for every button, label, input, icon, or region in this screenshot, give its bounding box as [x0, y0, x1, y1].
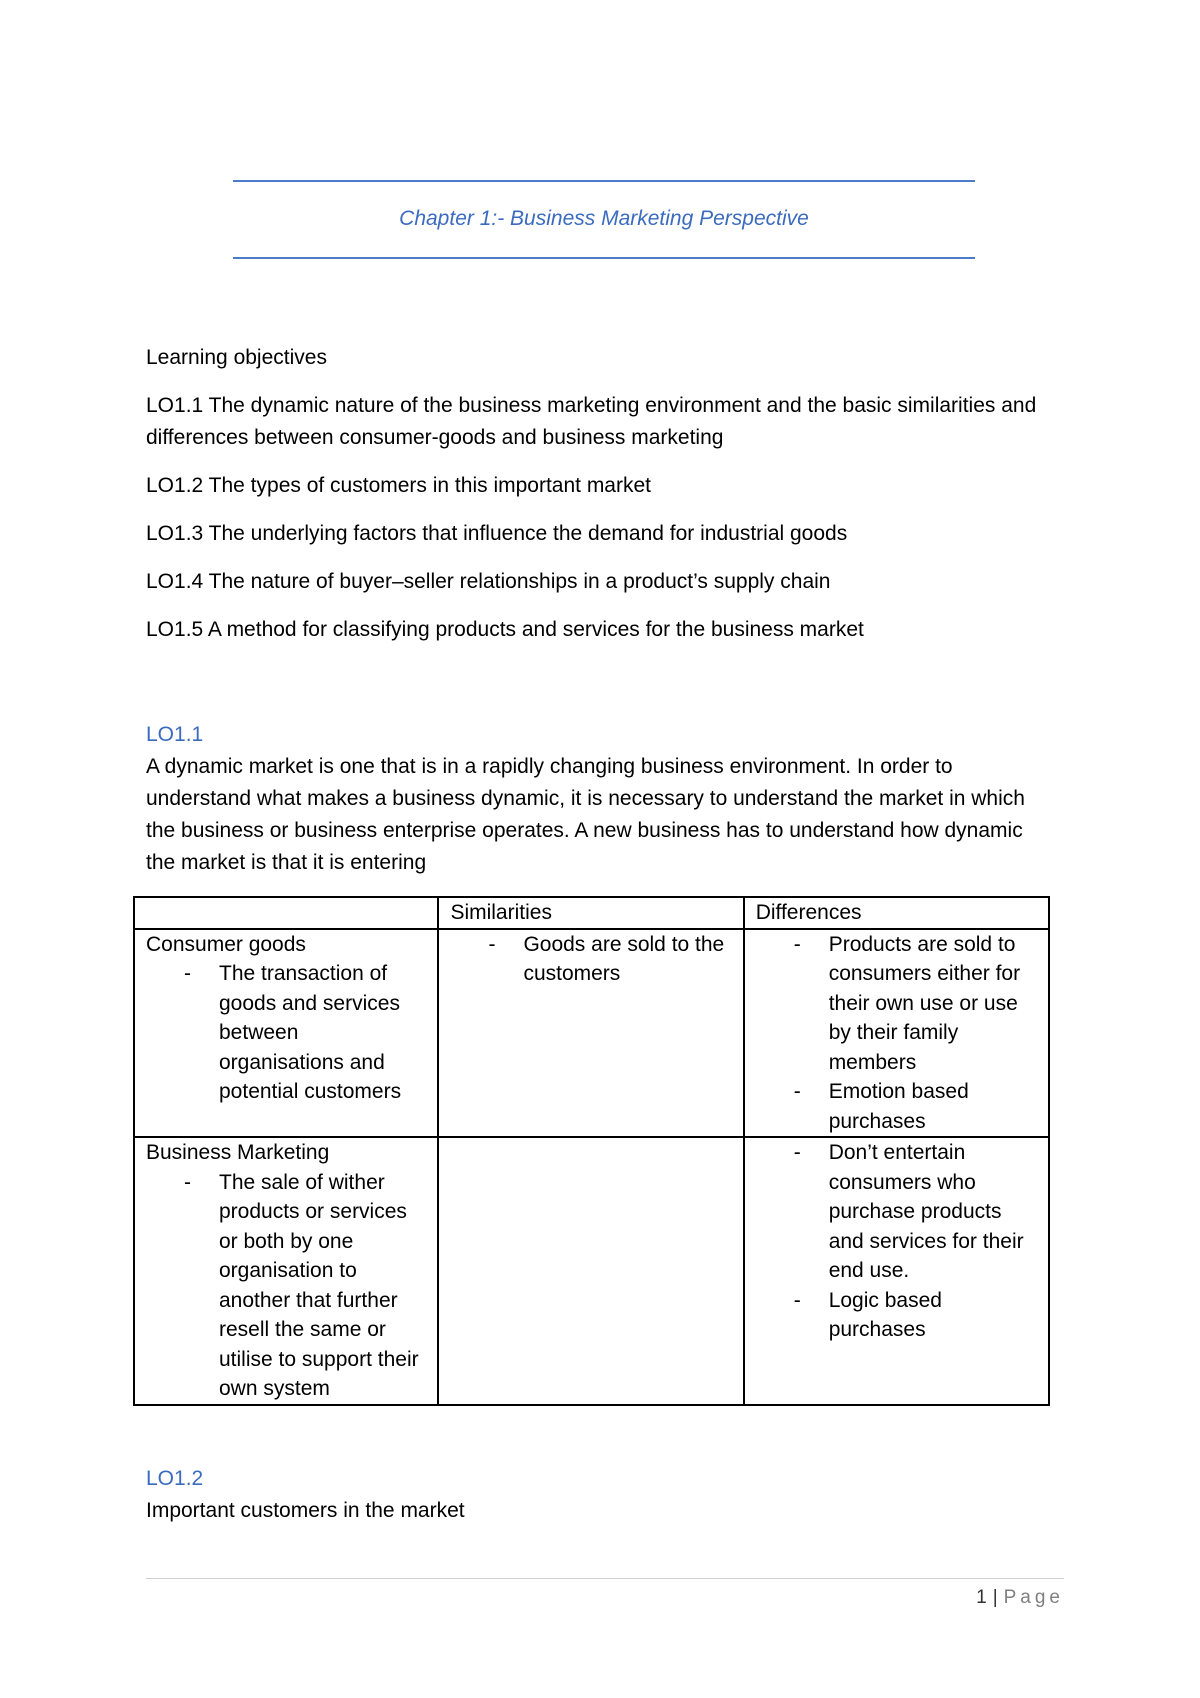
- table-cell-differences: [744, 929, 1049, 1138]
- list-item: [146, 959, 427, 1107]
- page-number: 1: [976, 1587, 987, 1608]
- list-item-text: Logic based purchases: [828, 1288, 942, 1341]
- table-cell-differences: [744, 1137, 1049, 1405]
- section-lo1-1: [146, 719, 1056, 879]
- list-item: [450, 930, 732, 989]
- list-item-text: Products are sold to consumers either for their own use or use by their family members: [828, 932, 1021, 1074]
- dash-bullet: -: [793, 932, 801, 956]
- table-row: [134, 929, 1049, 1138]
- title-top-rule: [233, 180, 975, 182]
- footer-rule: [146, 1578, 1064, 1579]
- table-header-cell: Similarities: [438, 897, 743, 929]
- differences-points: [756, 1138, 1038, 1345]
- table-row: [134, 1137, 1049, 1405]
- list-item-text: The transaction of goods and services between organisations and potential customers: [219, 962, 402, 1103]
- list-item: [756, 1138, 1038, 1286]
- list-item-text: Emotion based purchases: [828, 1080, 969, 1133]
- dash-bullet: -: [793, 1288, 801, 1312]
- table-header-cell: Differences: [744, 897, 1049, 929]
- page-footer: [976, 1586, 1064, 1610]
- table-header-cell: [134, 897, 438, 929]
- list-item-text: Goods are sold to the customers: [523, 932, 725, 985]
- title-bottom-rule: [233, 257, 975, 259]
- list-item: [756, 930, 1038, 1078]
- list-item: [146, 1168, 427, 1404]
- section-paragraph: A dynamic market is one that is in a rapidly changing business environment. In order to understand what makes a business dynamic, it is necessary to understand the market in which the business or business enterprise operates. A new business has to understand how dynamic the market is that it is entering: [146, 755, 1025, 874]
- comparison-table: [133, 896, 1050, 1406]
- learning-objectives-heading: Learning objectives: [146, 346, 327, 369]
- label-points: [146, 1168, 427, 1404]
- table-cell-similarities: [438, 929, 743, 1138]
- table-cell-label: [134, 1137, 438, 1405]
- objective-item: LO1.1 The dynamic nature of the business marketing environment and the basic similarities and differences between consumer-goods and business marketing: [146, 394, 1037, 449]
- chapter-title: Chapter 1:- Business Marketing Perspective: [399, 207, 809, 230]
- objective-item: LO1.5 A method for classifying products and services for the business market: [146, 618, 864, 641]
- dash-bullet: -: [488, 932, 496, 956]
- section-heading: LO1.1: [146, 723, 204, 746]
- table-header-row: [134, 897, 1049, 929]
- page-label: Page: [1003, 1587, 1064, 1608]
- objective-item: LO1.3 The underlying factors that influence the demand for industrial goods: [146, 522, 848, 545]
- dash-bullet: -: [184, 1170, 191, 1194]
- list-item: [756, 1077, 1038, 1136]
- footer-separator: |: [992, 1587, 998, 1608]
- title-block: [233, 180, 975, 259]
- section-subheading: Important customers in the market: [146, 1499, 465, 1522]
- differences-points: [756, 930, 1038, 1137]
- section-heading: LO1.2: [146, 1467, 204, 1490]
- dash-bullet: -: [184, 962, 191, 985]
- label-points: [146, 959, 427, 1107]
- objective-item: LO1.2 The types of customers in this important market: [146, 474, 651, 497]
- table-cell-label: [134, 929, 438, 1138]
- dash-bullet: -: [793, 1080, 801, 1103]
- list-item: [756, 1286, 1038, 1345]
- dash-bullet: -: [793, 1141, 801, 1164]
- objective-item: LO1.4 The nature of buyer–seller relationships in a product’s supply chain: [146, 570, 831, 593]
- similarities-points: [450, 930, 732, 989]
- section-lo1-2: [146, 1463, 1056, 1527]
- row-label: Business Marketing: [146, 1141, 330, 1164]
- table-cell-similarities: [438, 1137, 743, 1405]
- list-item-text: The sale of wither products or services or both by one organisation to another that further resell the same or utilise to support their own system: [219, 1170, 419, 1400]
- row-label: Consumer goods: [146, 932, 306, 956]
- learning-objectives-list: [146, 390, 1056, 662]
- list-item-text: Don’t entertain consumers who purchase products and services for their end use.: [828, 1141, 1024, 1282]
